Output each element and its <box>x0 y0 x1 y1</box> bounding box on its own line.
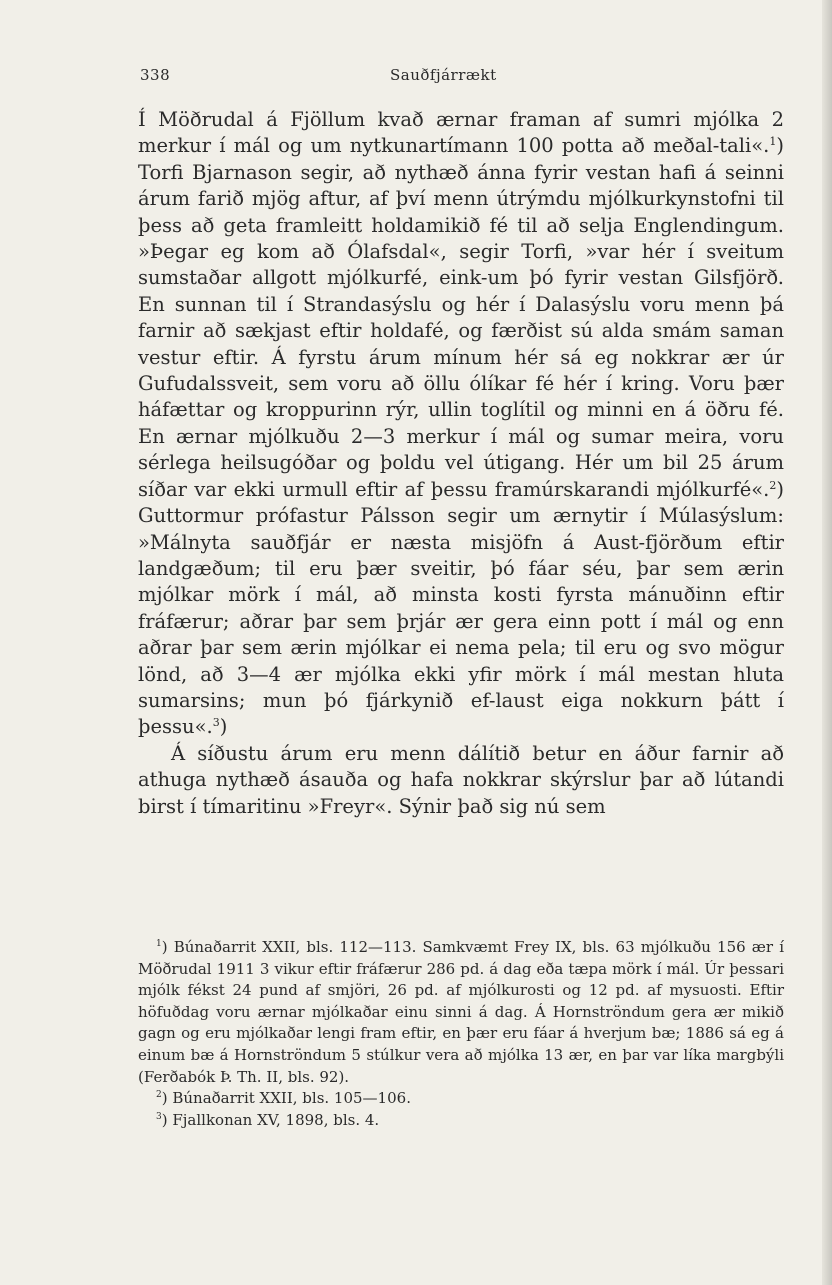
footnote-ref-3: 3 <box>212 716 220 730</box>
page-edge <box>822 0 832 1285</box>
footnote-3-mark: 3 <box>156 1111 162 1122</box>
page-number: 338 <box>140 66 171 84</box>
page-header <box>140 66 772 90</box>
footnote-3-text: ) Fjallkonan XV, 1898, bls. 4. <box>161 1110 380 1129</box>
paragraph-2: Á síðustu árum eru menn dálítið betur en áður farnir að athuga nythæð ásauða og hafa nokkrar skýrslur þar að lútandi birst í tímaritinu »Freyr«. Sýnir það sig nú sem <box>138 741 784 818</box>
footnote-1 <box>138 937 784 1088</box>
footnote-2 <box>138 1088 784 1110</box>
paragraph-1-text: Í Möðrudal á Fjöllum kvað ærnar framan af sumri mjólka 2 merkur í mál og um nytkunartímann 100 potta að meðal-tali«. <box>138 108 784 158</box>
body-text <box>138 107 784 820</box>
footnote-ref-2: 2 <box>769 478 777 492</box>
footnote-ref-1: 1 <box>769 135 777 149</box>
running-title: Sauðfjárrækt <box>390 66 497 84</box>
paragraph-1-end: ) <box>219 715 228 739</box>
paragraph-1-continued: ) Torfi Bjarnason segir, að nythæð ánna fyrir vestan hafi á seinni árum farið mjög aftur, af því menn útrýmdu mjólkurkynstofni til þess að geta framleitt holdamikið fé til að selja Englendingum. »Þegar eg kom að Ólafsdal«, segir Torfi, »var hér í sveitum sumstaðar allgott mjólkurfé, eink-um þó fyrir vestan Gilsfjörð. En sunnan til í Strandasýslu og hér í Dalasýslu voru menn þá farnir að sækjast eftir holdafé, og færðist sú alda smám saman vestur eftir. Á fyrstu árum mínum hér sá eg nokkrar ær úr Gufudalssveit, sem voru að öllu ólíkar fé hér í kring. Voru þær háfættar og kroppurinn rýr, ullin toglítil og minni en á öðru fé. En ærnar mjólkuðu 2—3 merkur í mál og sumar meira, voru sérlega heilsugóðar og þoldu vel útigang. Hér um bil 25 árum síðar var ekki urmull eftir af þessu framúrskarandi mjólkurfé«. <box>138 134 784 501</box>
footnote-3 <box>138 1110 784 1132</box>
footnote-1-mark: 1 <box>156 939 162 949</box>
footnotes <box>138 937 784 1131</box>
footnote-2-text: ) Búnaðarrit XXII, bls. 105—106. <box>161 1089 411 1108</box>
paragraph-1-continued-2: ) Guttormur prófastur Pálsson segir um ærnytir í Múlasýslum: »Málnyta sauðfjár er næsta misjöfn á Aust-fjörðum eftir landgæðum; til eru þær sveitir, þó fáar séu, þar sem ærin mjólkar mörk í mál, að minsta kosti fyrsta mánuðinn eftir fráfærur; aðrar þar sem þrjár ær gera einn pott í mál og enn aðrar þar sem ærin mjólkar ei nema pela; til eru og svo mögur lönd, að 3—4 ær mjólka ekki yfir mörk í mál mestan hluta sumarsins; mun þó fjárkynið ef-laust eiga nokkurn þátt í þessu«. <box>138 477 784 739</box>
footnote-2-mark: 2 <box>156 1090 162 1101</box>
footnote-1-text: ) Búnaðarrit XXII, bls. 112—113. Samkvæmt Frey IX, bls. 63 mjólkuðu 156 ær í Möðrudal 1911 3 vikur eftir fráfærur 286 pd. á dag eða tæpa mörk í mál. Úr þessari mjólk fékst 24 pund af smjöri, 26 pd. af mjólkurosti og 12 pd. af mysuosti. Eftir höfuðdag voru ærnar mjólkaðar einu sinni á dag. Á Hornströndum gera ær mikið gagn og eru mjólkaðar lengi fram eftir, en þær eru fáar á hverjum bæ; 1886 sá eg á einum bæ á Hornströndum 5 stúlkur vera að mjólka 13 ær, en þar var líka margbýli (Ferðabók Þ. Th. II, bls. 92). <box>138 938 784 1086</box>
paragraph-1 <box>138 107 784 741</box>
